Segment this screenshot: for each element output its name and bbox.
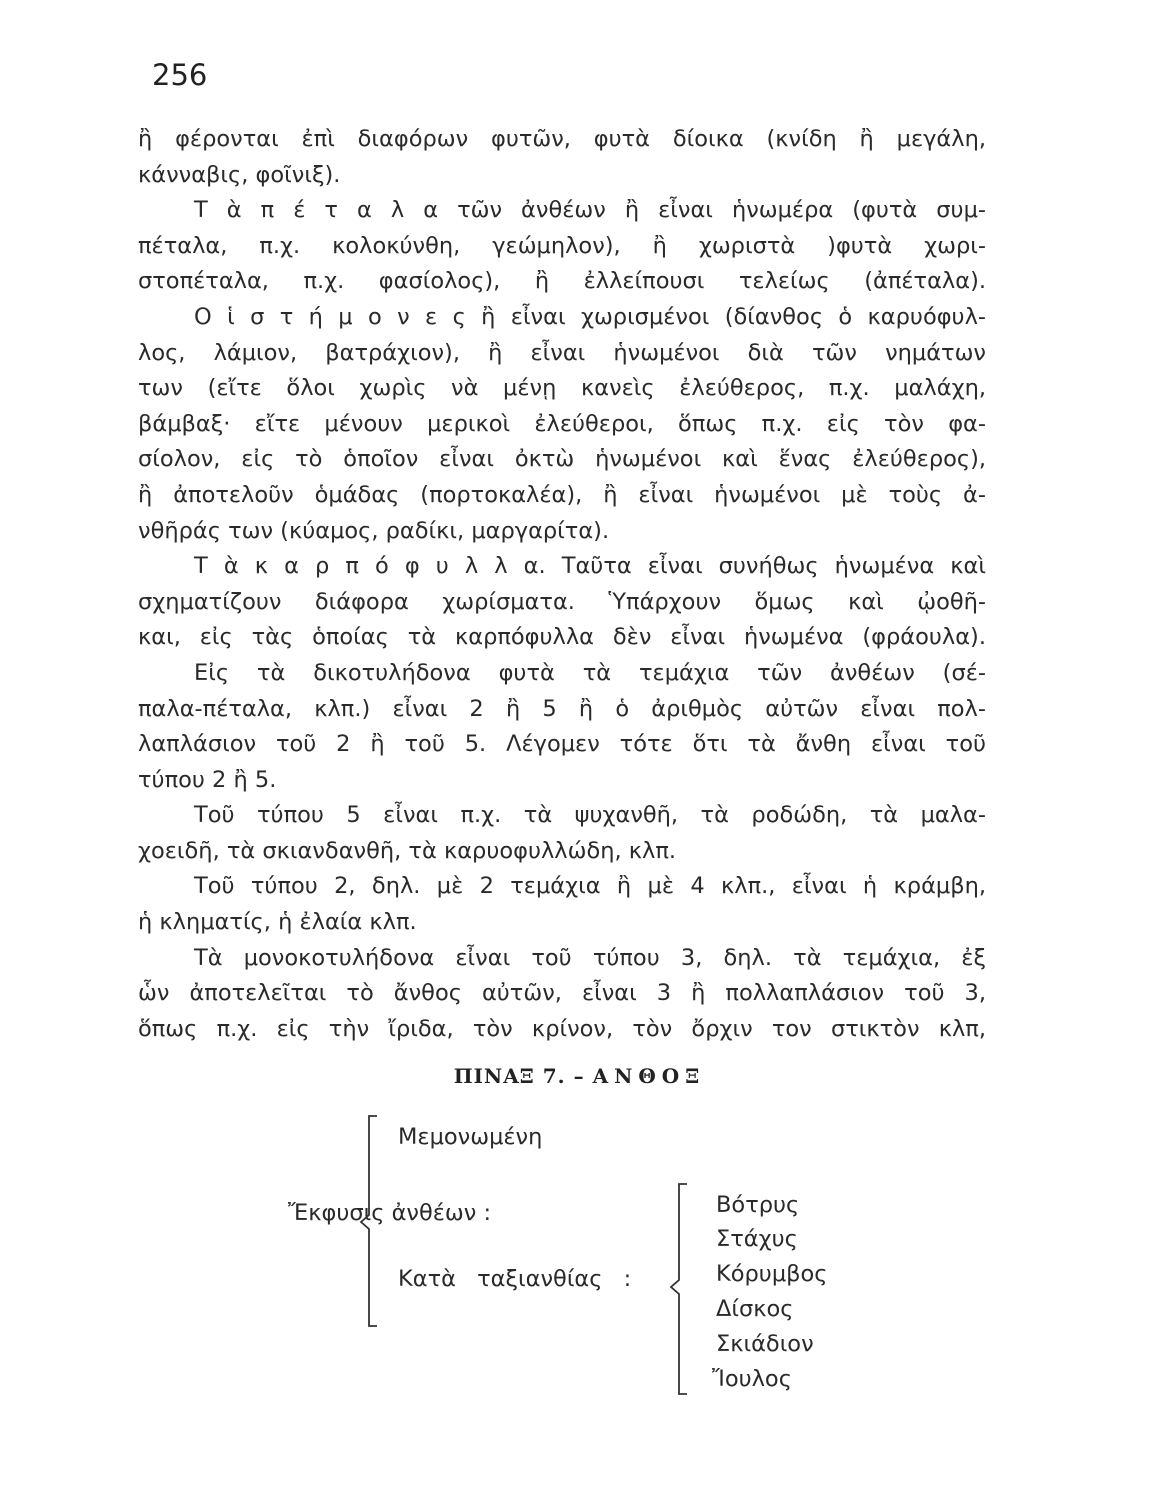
text-line: λος, λάμιον, βατράχιον), ἢ εἶναι ἡνωμένοι διὰ τῶν νημάτων [138,339,986,366]
text-line: Τὰ μονοκοτυλήδονα εἶναι τοῦ τύπου 3, δηλ. τὰ τεμάχια, ἐξ [194,944,986,971]
text-line: κάνναβις, φοῖνιξ). [138,161,341,188]
root-label: Ἔκφυσις ἀνθέων : [288,1200,492,1226]
inflorescence-item: Δίσκος [716,1296,794,1322]
text-line: βάμβαξ· εἴτε μένουν μερικοὶ ἐλεύθεροι, ὅπως π.χ. εἰς τὸν φα- [138,410,986,437]
inflorescence-item: Κόρυμβος [716,1261,828,1287]
text-line: Τ ὰ π έ τ α λ α τῶν ἀνθέων ἢ εἶναι ἡνωμέρα (φυτὰ συμ- [194,197,986,224]
text-line: και, εἰς τὰς ὁποίας τὰ καρπόφυλλα δὲν εἶναι ἡνωμένα (φράουλα). [138,624,986,651]
text-line: χοειδῆ, τὰ σκιανδανθῆ, τὰ καρυοφυλλώδη, κλπ. [138,837,677,864]
table-title-prefix: ΠΙΝΑΞ 7. – [453,1064,585,1088]
text-line: Τ ὰ κ α ρ π ό φ υ λ λ α. Ταῦτα εἶναι συνήθως ἡνωμένα καὶ [194,553,986,580]
text-line: ἢ φέρονται ἐπὶ διαφόρων φυτῶν, φυτὰ δίοικα (κνίδη ἢ μεγάλη, [138,126,986,152]
branch-single: Μεμονωμένη [398,1124,543,1150]
table-title-word: ΑΝΘΟΞ [592,1064,706,1088]
text-line: των (εἴτε ὅλοι χωρὶς νὰ μένῃ κανεὶς ἐλεύθερος, π.χ. μαλάχη, [138,375,986,402]
outer-brace [355,1112,385,1330]
text-line: Τοῦ τύπου 2, δηλ. μὲ 2 τεμάχια ἢ μὲ 4 κλπ., εἶναι ἡ κράμβη, [194,873,986,900]
branch-group: Κατὰ ταξιανθίας : [398,1266,632,1292]
text-line: λαπλάσιον τοῦ 2 ἢ τοῦ 5. Λέγομεν τότε ὅτι τὰ ἄνθη εἶναι τοῦ [138,731,986,758]
inflorescence-item: Στάχυς [716,1226,798,1252]
text-line: ὅπως π.χ. εἰς τὴν ἴριδα, τὸν κρίνον, τὸν ὄρχιν τον στικτὸν κλπ, [138,1015,986,1042]
text-line: ὧν ἀποτελεῖται τὸ ἄνθος αὐτῶν, εἶναι 3 ἢ πολλαπλάσιον τοῦ 3, [138,980,986,1007]
inflorescence-item: Ἴουλος [712,1366,792,1392]
text-line: ἢ ἀποτελοῦν ὁμάδας (πορτοκαλέα), ἢ εἶναι ἡνωμένοι μὲ τοὺς ἀ- [138,481,986,508]
text-line: πέταλα, π.χ. κολοκύνθη, γεώμηλον), ἢ χωριστὰ )φυτὰ χωρι- [138,232,986,259]
text-line: τύπου 2 ἢ 5. [138,766,277,793]
text-line: Τοῦ τύπου 5 εἶναι π.χ. τὰ ψυχανθῆ, τὰ ροδώδη, τὰ μαλα- [194,802,986,829]
text-line: στοπέταλα, π.χ. φασίολος), ἢ ἐλλείπουσι τελείως (ἀπέταλα). [138,268,986,295]
inner-brace [665,1180,695,1400]
text-line: ἡ κληματίς, ἡ ἐλαία κλπ. [138,909,417,936]
page-number: 256 [152,58,208,92]
text-line: Ο ἱ σ τ ή μ ο ν ε ς ἢ εἶναι χωρισμένοι (δίανθος ὁ καρυόφυλ- [194,303,986,330]
body-text [138,122,986,1047]
table-title [0,1064,1159,1088]
text-line: Εἰς τὰ δικοτυλήδονα φυτὰ τὰ τεμάχια τῶν ἀνθέων (σέ- [194,659,986,686]
text-line: σίολον, εἰς τὸ ὁποῖον εἶναι ὀκτὼ ἡνωμένοι καὶ ἕνας ἐλεύθερος), [138,446,986,473]
text-line: παλα-πέταλα, κλπ.) εἶναι 2 ἢ 5 ἢ ὁ ἀριθμὸς αὐτῶν εἶναι πολ- [138,695,986,722]
text-line: νθῆράς των (κύαμος, ραδίκι, μαργαρίτα). [138,517,610,544]
inflorescence-item: Βότρυς [716,1192,800,1218]
text-line: σχηματίζουν διάφορα χωρίσματα. Ὑπάρχουν ὅμως καὶ ᾠοθῆ- [138,588,986,615]
inflorescence-item: Σκιάδιον [716,1331,814,1357]
